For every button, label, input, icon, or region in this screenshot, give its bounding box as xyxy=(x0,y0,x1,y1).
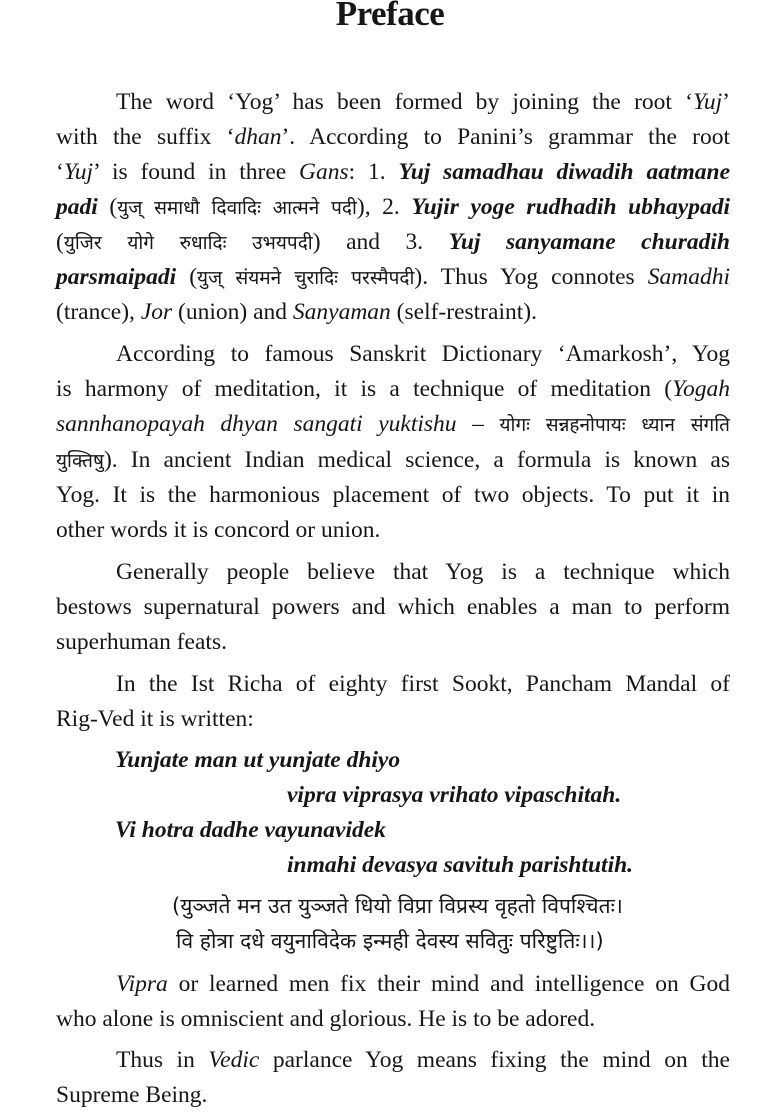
paragraph-2-line-2 xyxy=(56,372,730,406)
text: with the suffix ‘ xyxy=(56,124,235,150)
italic-term: Vipra xyxy=(116,971,168,997)
text: (trance), xyxy=(56,299,141,325)
text: (self-restraint). xyxy=(390,299,537,325)
paragraph-5-line-1 xyxy=(116,967,730,1001)
text: ). Thus Yog connotes xyxy=(414,264,648,290)
text: – xyxy=(456,411,500,437)
paragraph-2-line-1: According to famous Sanskrit Dictionary ‘Amarkosh’, Yog xyxy=(116,341,730,367)
verse-line-2: vipra viprasya vrihato vipaschitah. xyxy=(287,782,622,808)
paragraph-5-line-2: who alone is omniscient and glorious. He is to be adored. xyxy=(56,1006,596,1032)
paragraph-2-line-4 xyxy=(56,443,730,478)
text: ’ xyxy=(722,89,730,115)
text: Thus in xyxy=(116,1047,209,1073)
paragraph-2-line-3 xyxy=(56,407,730,442)
text: : 1. xyxy=(348,159,399,185)
paragraph-1-line-7 xyxy=(56,295,730,329)
verse-line-1: Yunjate man ut yunjate dhiyo xyxy=(115,747,401,773)
text: ‘ xyxy=(56,159,64,185)
italic-term: sannhanopayah dhyan sangati yuktishu xyxy=(56,411,457,437)
paragraph-6-line-2: Supreme Being. xyxy=(56,1082,208,1108)
verse-line-3: Vi hotra dadhe vayunavidek xyxy=(115,817,386,843)
italic-term: Yuj xyxy=(63,159,94,185)
paragraph-4-line-1: In the Ist Richa of eighty first Sookt, Pancham Mandal of xyxy=(116,671,730,697)
devanagari-text: युक्तिषु xyxy=(56,450,104,472)
text: The word ‘Yog’ has been formed by joining the root ‘ xyxy=(116,89,693,115)
paragraph-3-line-3: superhuman feats. xyxy=(56,629,227,655)
italic-term: Gans xyxy=(299,159,349,185)
bold-italic-term: Yuj samadhau diwadih aatmane xyxy=(398,159,730,185)
italic-term: dhan xyxy=(234,124,282,150)
devanagari-text: युज् संयमने चुरादिः परस्मैपदी xyxy=(197,267,415,289)
text: is harmony of meditation, it is a technique of meditation ( xyxy=(56,376,673,402)
paragraph-1-line-2 xyxy=(56,120,730,154)
paragraph-1-line-4 xyxy=(56,190,730,225)
text: ( xyxy=(176,264,198,290)
paragraph-3-line-1: Generally people believe that Yog is a technique which xyxy=(116,559,730,585)
italic-term: Yuj xyxy=(692,89,723,115)
paragraph-1-line-1 xyxy=(116,85,730,119)
text: ’. According to Panini’s grammar the root xyxy=(281,124,730,150)
paragraph-2-line-6: other words it is concord or union. xyxy=(56,517,381,543)
devanagari-text: योगः सन्नहनोपायः ध्यान संगति xyxy=(499,414,730,436)
text: ( xyxy=(97,194,118,220)
text: parlance Yog means fixing the mind on the xyxy=(259,1047,730,1073)
devanagari-text: युजिर योगे रुधादिः उभयपदी xyxy=(63,232,313,254)
devanagari-text: युज् समाधौ दिवादिः आत्मने पदी xyxy=(117,197,357,219)
italic-term: Yogah xyxy=(672,376,730,402)
bold-italic-term: parsmaipadi xyxy=(56,264,177,290)
text: or learned men fix their mind and intelligence on God xyxy=(167,971,730,997)
paragraph-1-line-5 xyxy=(56,225,730,260)
paragraph-2-line-5: Yog. It is the harmonious placement of two objects. To put it in xyxy=(56,482,730,508)
bold-italic-term: Yuj sanyamane churadih xyxy=(448,229,730,255)
italic-term: Jor xyxy=(140,299,173,325)
page-title: Preface xyxy=(335,0,445,33)
text: ). In ancient Indian medical science, a formula is known as xyxy=(103,447,730,473)
text: ’ is found in three xyxy=(93,159,300,185)
devanagari-verse-line-2: वि होत्रा दधे वयुनाविदेक इन्मही देवस्य सवितुः परिष्टुतिः।।) xyxy=(176,929,604,953)
paragraph-3-line-2: bestows supernatural powers and which enables a man to perform xyxy=(56,594,730,620)
devanagari-verse-line-1: (युञ्जते मन उत युञ्जते धियो विप्रा विप्रस्य वृहतो विपश्चितः। xyxy=(172,894,623,918)
italic-term: Samadhi xyxy=(647,264,731,290)
bold-italic-term: Yujir yoge rudhadih ubhaypadi xyxy=(411,194,730,220)
italic-term: Sanyaman xyxy=(292,299,391,325)
text: (union) and xyxy=(172,299,293,325)
paragraph-1-line-6 xyxy=(56,260,730,295)
text: ( xyxy=(56,229,64,255)
paragraph-4-line-2: Rig-Ved it is written: xyxy=(56,706,254,732)
verse-line-4: inmahi devasya savituh parishtutih. xyxy=(287,852,634,878)
text: ), 2. xyxy=(356,194,412,220)
paragraph-6-line-1 xyxy=(116,1043,730,1077)
italic-term: Vedic xyxy=(208,1047,260,1073)
bold-italic-term: padi xyxy=(56,194,98,220)
text: ) and 3. xyxy=(312,229,449,255)
paragraph-1-line-3 xyxy=(56,155,730,189)
